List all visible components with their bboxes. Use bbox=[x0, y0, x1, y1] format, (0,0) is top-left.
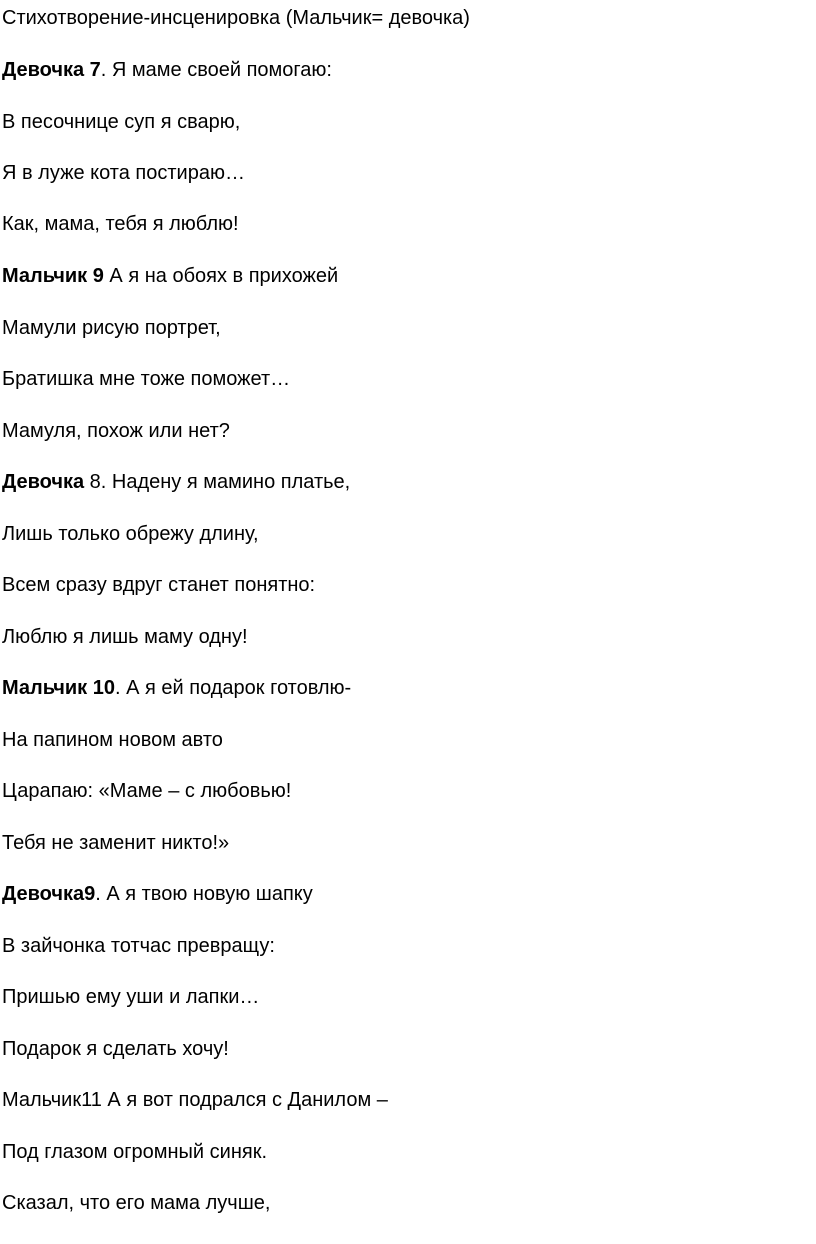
poem-line: Братишка мне тоже поможет… bbox=[2, 368, 291, 390]
poem-line bbox=[2, 882, 313, 906]
line-text: 8. Надену я мамино платье, bbox=[84, 471, 351, 493]
poem-line: Всем сразу вдруг станет понятно: bbox=[2, 574, 316, 596]
poem-line bbox=[2, 470, 350, 494]
poem-line: Люблю я лишь маму одну! bbox=[2, 626, 248, 648]
line-text: . Я маме своей помогаю: bbox=[100, 59, 332, 81]
poem-line: Царапаю: «Маме – с любовью! bbox=[2, 780, 292, 802]
line-text: А я на обоях в прихожей bbox=[103, 265, 339, 287]
speaker-label: Мальчик 9 bbox=[2, 265, 104, 287]
speaker-label: Девочка9 bbox=[2, 883, 96, 905]
speaker-label: Девочка 7 bbox=[2, 59, 101, 81]
speaker-label: Мальчик 10 bbox=[2, 677, 115, 699]
poem-line: Мамули рисую портрет, bbox=[2, 317, 221, 339]
poem-line: Подарок я сделать хочу! bbox=[2, 1038, 229, 1060]
poem-line: Пришью ему уши и лапки… bbox=[2, 986, 260, 1008]
document-title: Стихотворение-инсценировка (Мальчик= девочка) bbox=[2, 7, 470, 29]
poem-line: Лишь только обрежу длину, bbox=[2, 523, 259, 545]
poem-line: В песочнице суп я сварю, bbox=[2, 111, 241, 133]
poem-line: Мальчик11 А я вот подрался с Данилом – bbox=[2, 1089, 388, 1111]
poem-line: Под глазом огромный синяк. bbox=[2, 1141, 267, 1163]
poem-line bbox=[2, 58, 332, 82]
line-text: . А я твою новую шапку bbox=[95, 883, 313, 905]
speaker-label: Девочка bbox=[2, 471, 85, 493]
poem-line: Тебя не заменит никто!» bbox=[2, 832, 230, 854]
poem-line bbox=[2, 676, 351, 700]
line-text: . А я ей подарок готовлю- bbox=[115, 677, 352, 699]
poem-line: Сказал, что его мама лучше, bbox=[2, 1192, 271, 1214]
poem-line: В зайчонка тотчас превращу: bbox=[2, 935, 275, 957]
poem-line: Мамуля, похож или нет? bbox=[2, 420, 230, 442]
poem-line: Я в луже кота постираю… bbox=[2, 162, 245, 184]
poem-line: На папином новом авто bbox=[2, 729, 223, 751]
poem-line bbox=[2, 264, 338, 288]
poem-line: Как, мама, тебя я люблю! bbox=[2, 213, 239, 235]
